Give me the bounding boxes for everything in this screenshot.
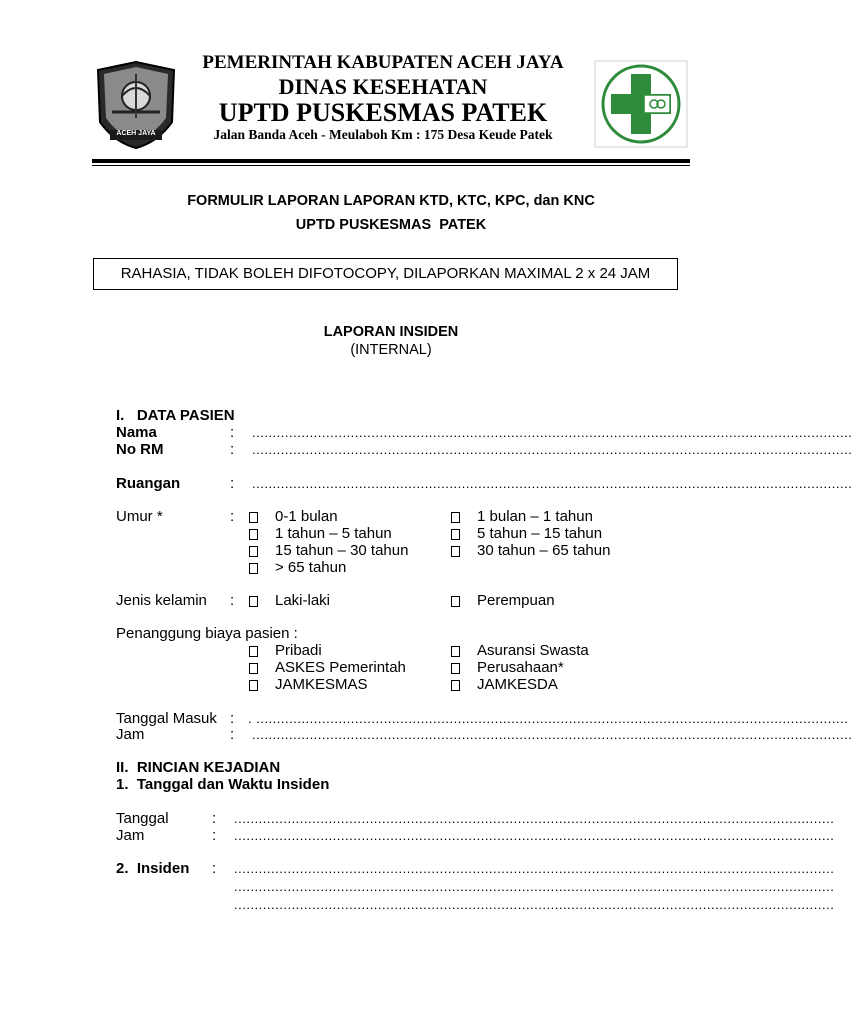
gender-option-a: Laki-laki	[275, 592, 331, 609]
insiden-field-line3[interactable]: ..................................................................................................................................................	[234, 897, 835, 912]
header-line2: DINAS KESEHATAN	[278, 74, 488, 99]
right-logo	[594, 60, 688, 148]
header-rule-thin	[92, 165, 690, 166]
biaya-option-a: Pribadi	[275, 642, 322, 659]
checkbox-perempuan[interactable]	[451, 596, 460, 607]
confidential-notice: RAHASIA, TIDAK BOLEH DIFOTOCOPY, DILAPORKAN MAXIMAL 2 x 24 JAM	[120, 265, 651, 282]
nama-colon: :	[230, 424, 235, 441]
biaya-option-f: JAMKESDA	[477, 676, 558, 693]
checkbox-biaya-e[interactable]	[249, 680, 258, 691]
umur-option-c: 1 tahun – 5 tahun	[275, 525, 392, 542]
checkbox-umur-f[interactable]	[451, 546, 460, 557]
insiden-field-line2[interactable]: ..................................................................................................................................................	[234, 879, 835, 894]
tanggal-masuk-field[interactable]: . ................................................................................................................................................	[248, 711, 849, 726]
insiden-jam-label: Jam	[116, 827, 145, 844]
checkbox-umur-a[interactable]	[249, 512, 258, 523]
umur-option-g: > 65 tahun	[275, 559, 347, 576]
form-title: FORMULIR LAPORAN LAPORAN KTD, KTC, KPC, dan KNC	[187, 193, 595, 209]
nama-field[interactable]: ..................................................................................................................................................	[252, 425, 852, 440]
form-subtitle: UPTD PUSKESMAS PATEK	[295, 217, 487, 233]
insiden-label: 2. Insiden	[116, 860, 190, 877]
umur-colon: :	[230, 508, 235, 525]
insiden-field-line1[interactable]: ..................................................................................................................................................	[234, 861, 835, 876]
gender-option-b: Perempuan	[477, 592, 555, 609]
jam-masuk-colon: :	[230, 726, 235, 743]
insiden-tanggal-field[interactable]: ..................................................................................................................................................	[234, 811, 835, 826]
checkbox-umur-e[interactable]	[249, 546, 258, 557]
nama-label: Nama	[116, 424, 157, 441]
biaya-option-d: Perusahaan*	[477, 659, 564, 676]
ruangan-field[interactable]: ..................................................................................................................................................	[252, 476, 852, 491]
checkbox-umur-b[interactable]	[451, 512, 460, 523]
no-rm-label: No RM	[116, 441, 164, 458]
umur-label: Umur *	[116, 508, 163, 525]
section1-heading: I. DATA PASIEN	[116, 407, 235, 424]
insiden-tanggal-colon: :	[212, 810, 217, 827]
insiden-colon: :	[212, 860, 217, 877]
umur-option-a: 0-1 bulan	[275, 508, 338, 525]
jam-masuk-field[interactable]: ..................................................................................................................................................	[252, 727, 852, 742]
no-rm-field[interactable]: ..................................................................................................................................................	[252, 442, 852, 457]
header-rule-thick	[92, 159, 690, 163]
insiden-jam-colon: :	[212, 827, 217, 844]
jam-masuk-label: Jam	[116, 726, 145, 743]
section2-sub1: 1. Tanggal dan Waktu Insiden	[116, 776, 330, 793]
insiden-jam-field[interactable]: ..................................................................................................................................................	[234, 828, 835, 843]
checkbox-umur-d[interactable]	[451, 529, 460, 540]
section2-heading: II. RINCIAN KEJADIAN	[116, 759, 281, 776]
health-cross-logo-icon	[594, 60, 688, 148]
header-line1: PEMERINTAH KABUPATEN ACEH JAYA	[202, 52, 564, 73]
ruangan-colon: :	[230, 475, 235, 492]
checkbox-umur-g[interactable]	[249, 563, 258, 574]
checkbox-laki-laki[interactable]	[249, 596, 258, 607]
biaya-option-b: Asuransi Swasta	[477, 642, 589, 659]
biaya-option-e: JAMKESMAS	[275, 676, 368, 693]
checkbox-biaya-f[interactable]	[451, 680, 460, 691]
tanggal-masuk-colon: :	[230, 710, 235, 727]
biaya-option-c: ASKES Pemerintah	[275, 659, 406, 676]
jenis-kelamin-label: Jenis kelamin	[116, 592, 207, 609]
left-logo-label: ACEH JAYA	[116, 130, 156, 137]
checkbox-biaya-b[interactable]	[451, 646, 460, 657]
umur-option-b: 1 bulan – 1 tahun	[477, 508, 593, 525]
checkbox-biaya-c[interactable]	[249, 663, 258, 674]
penanggung-label: Penanggung biaya pasien :	[116, 625, 298, 642]
no-rm-colon: :	[230, 441, 235, 458]
ruangan-label: Ruangan	[116, 475, 181, 492]
checkbox-umur-c[interactable]	[249, 529, 258, 540]
umur-option-e: 15 tahun – 30 tahun	[275, 542, 409, 559]
header-address: Jalan Banda Aceh - Meulaboh Km : 175 Desa Keude Patek	[213, 127, 553, 142]
tanggal-masuk-label: Tanggal Masuk	[116, 710, 217, 727]
insiden-tanggal-label: Tanggal	[116, 810, 169, 827]
checkbox-biaya-a[interactable]	[249, 646, 258, 657]
report-subtitle: (INTERNAL)	[350, 342, 432, 358]
umur-option-f: 30 tahun – 65 tahun	[477, 542, 611, 559]
header-line3: UPTD PUSKESMAS PATEK	[218, 98, 548, 127]
jenis-kelamin-colon: :	[230, 592, 235, 609]
report-title: LAPORAN INSIDEN	[323, 324, 459, 340]
umur-option-d: 5 tahun – 15 tahun	[477, 525, 603, 542]
confidential-notice-box	[93, 258, 678, 290]
checkbox-biaya-d[interactable]	[451, 663, 460, 674]
